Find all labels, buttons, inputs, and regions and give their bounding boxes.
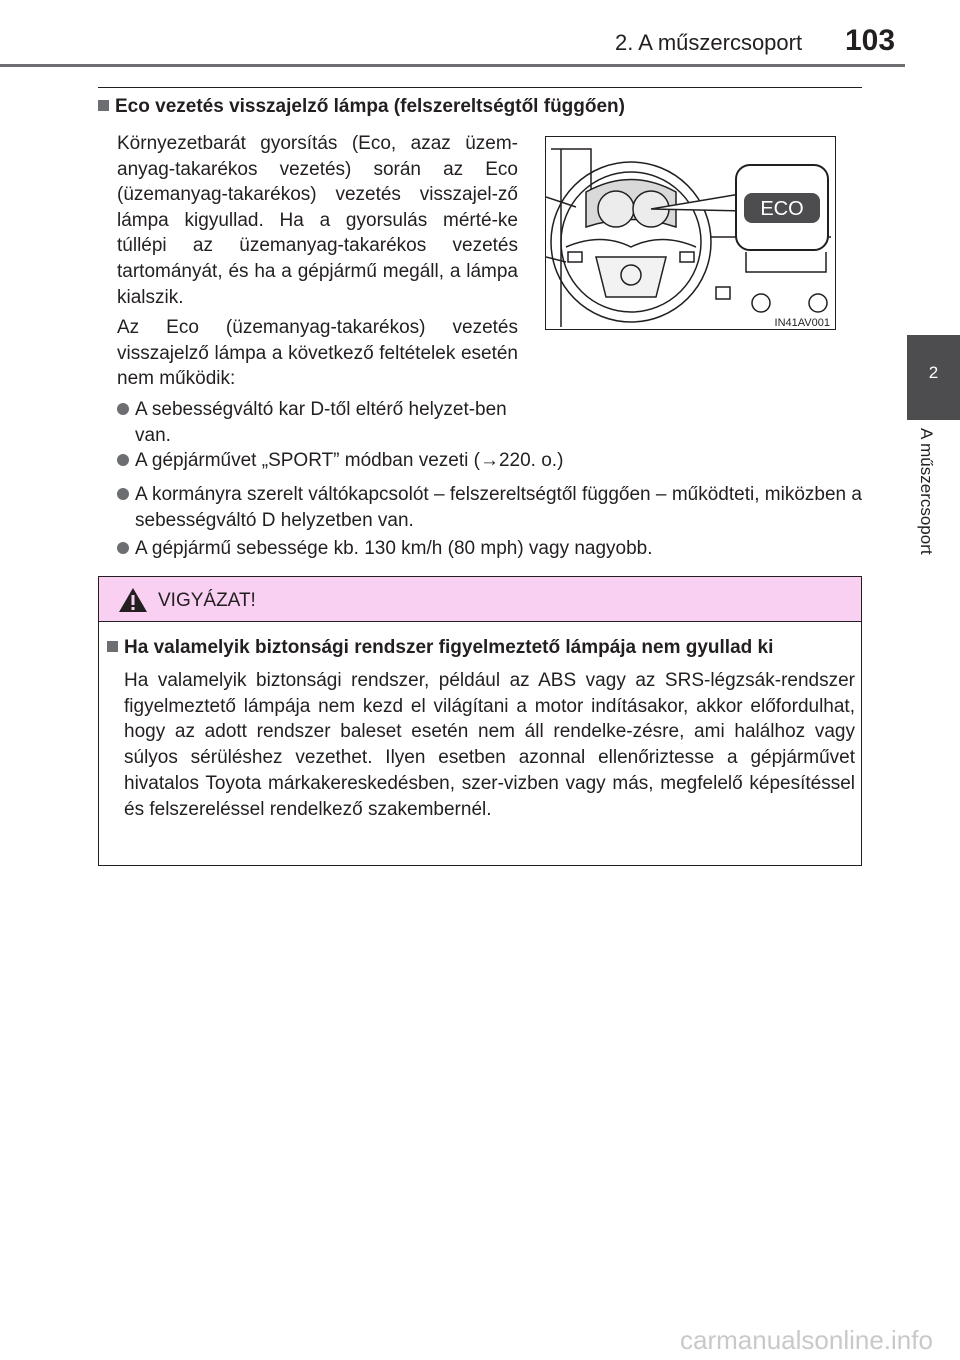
caution-box [98, 576, 862, 866]
bullet-dot-icon [117, 454, 129, 466]
steering-wheel-illustration [546, 137, 836, 330]
square-bullet-icon [107, 641, 118, 652]
list-item-text: A gépjármű sebessége kb. 130 km/h (80 mph) vagy nagyobb. [135, 538, 653, 559]
list-item-text: A kormányra szerelt váltókapcsolót – felszereltségtől függően – működteti, miközben a sebességváltó D helyzetben van. [135, 484, 862, 531]
figure-code: IN41AV001 [774, 317, 830, 329]
warning-triangle-icon [118, 587, 148, 613]
header-divider [0, 64, 905, 67]
eco-indicator-label: ECO [760, 198, 804, 220]
bullet-dot-icon [117, 403, 129, 415]
caution-text: Ha valamelyik biztonsági rendszer, például az ABS vagy az SRS-légzsák-rendszer figyelmeztető lámpája nem kezd el világítani a motor indításakor, akkor előfordulhat, hogy az adott rendszer baleset esetén nem áll rendelke-zésre, ami halálhoz vagy súlyos sérüléshez vezethet. Ilyen esetben azonnal ellenőriztesse a gépjárművet hivatalos Toyota márkakereskedésben, szer-vizben vagy más, megfelelő képesítéssel és felszereléssel rendelkező szakembernél. [124, 670, 855, 820]
list-item [135, 536, 862, 562]
list-item-text: A sebességváltó kar D-től eltérő helyzet-ben van. [135, 399, 507, 446]
caution-title: VIGYÁZAT! [158, 590, 256, 611]
caution-header [99, 577, 861, 622]
bullet-dot-icon [117, 542, 129, 554]
chapter-title: 2. A műszercsoport [615, 30, 803, 55]
dashboard-illustration [545, 136, 836, 330]
section-divider [98, 87, 862, 88]
caution-heading [107, 637, 773, 659]
chapter-tab-label: A műszercsoport [917, 428, 936, 555]
chapter-tab-number: 2 [928, 363, 939, 382]
list-item-text: A gépjárművet „SPORT” módban vezeti (→220. o.) [135, 450, 564, 471]
conditions-paragraph: Az Eco (üzemanyag-takarékos) vezetés visszajelző lámpa a következő feltételek esetén nem működik: [117, 317, 518, 390]
watermark: carmanualsonline.info [680, 1325, 933, 1355]
caution-heading-text: Ha valamelyik biztonsági rendszer figyelmeztető lámpája nem gyullad ki [124, 637, 774, 658]
intro-paragraph: Környezetbarát gyorsítás (Eco, azaz üzem-anyag-takarékos vezetés) során az Eco (üzemanyag-takarékos) vezetés visszajel-ző lámpa kigyullad. Ha a gyorsulás mérté-ke túllépi az üzemanyag-takarékos vezetés tartományát, és ha a gépjármű megáll, a lámpa kialszik. [117, 133, 518, 308]
section-heading [98, 96, 625, 118]
list-item [135, 397, 518, 448]
list-item [135, 448, 862, 474]
section-heading-text: Eco vezetés visszajelző lámpa (felszereltségtől függően) [115, 96, 625, 117]
chapter-tab [907, 335, 960, 420]
bullet-dot-icon [117, 488, 129, 500]
page-number: 103 [845, 24, 896, 57]
square-bullet-icon [98, 100, 109, 111]
list-item [135, 482, 862, 533]
